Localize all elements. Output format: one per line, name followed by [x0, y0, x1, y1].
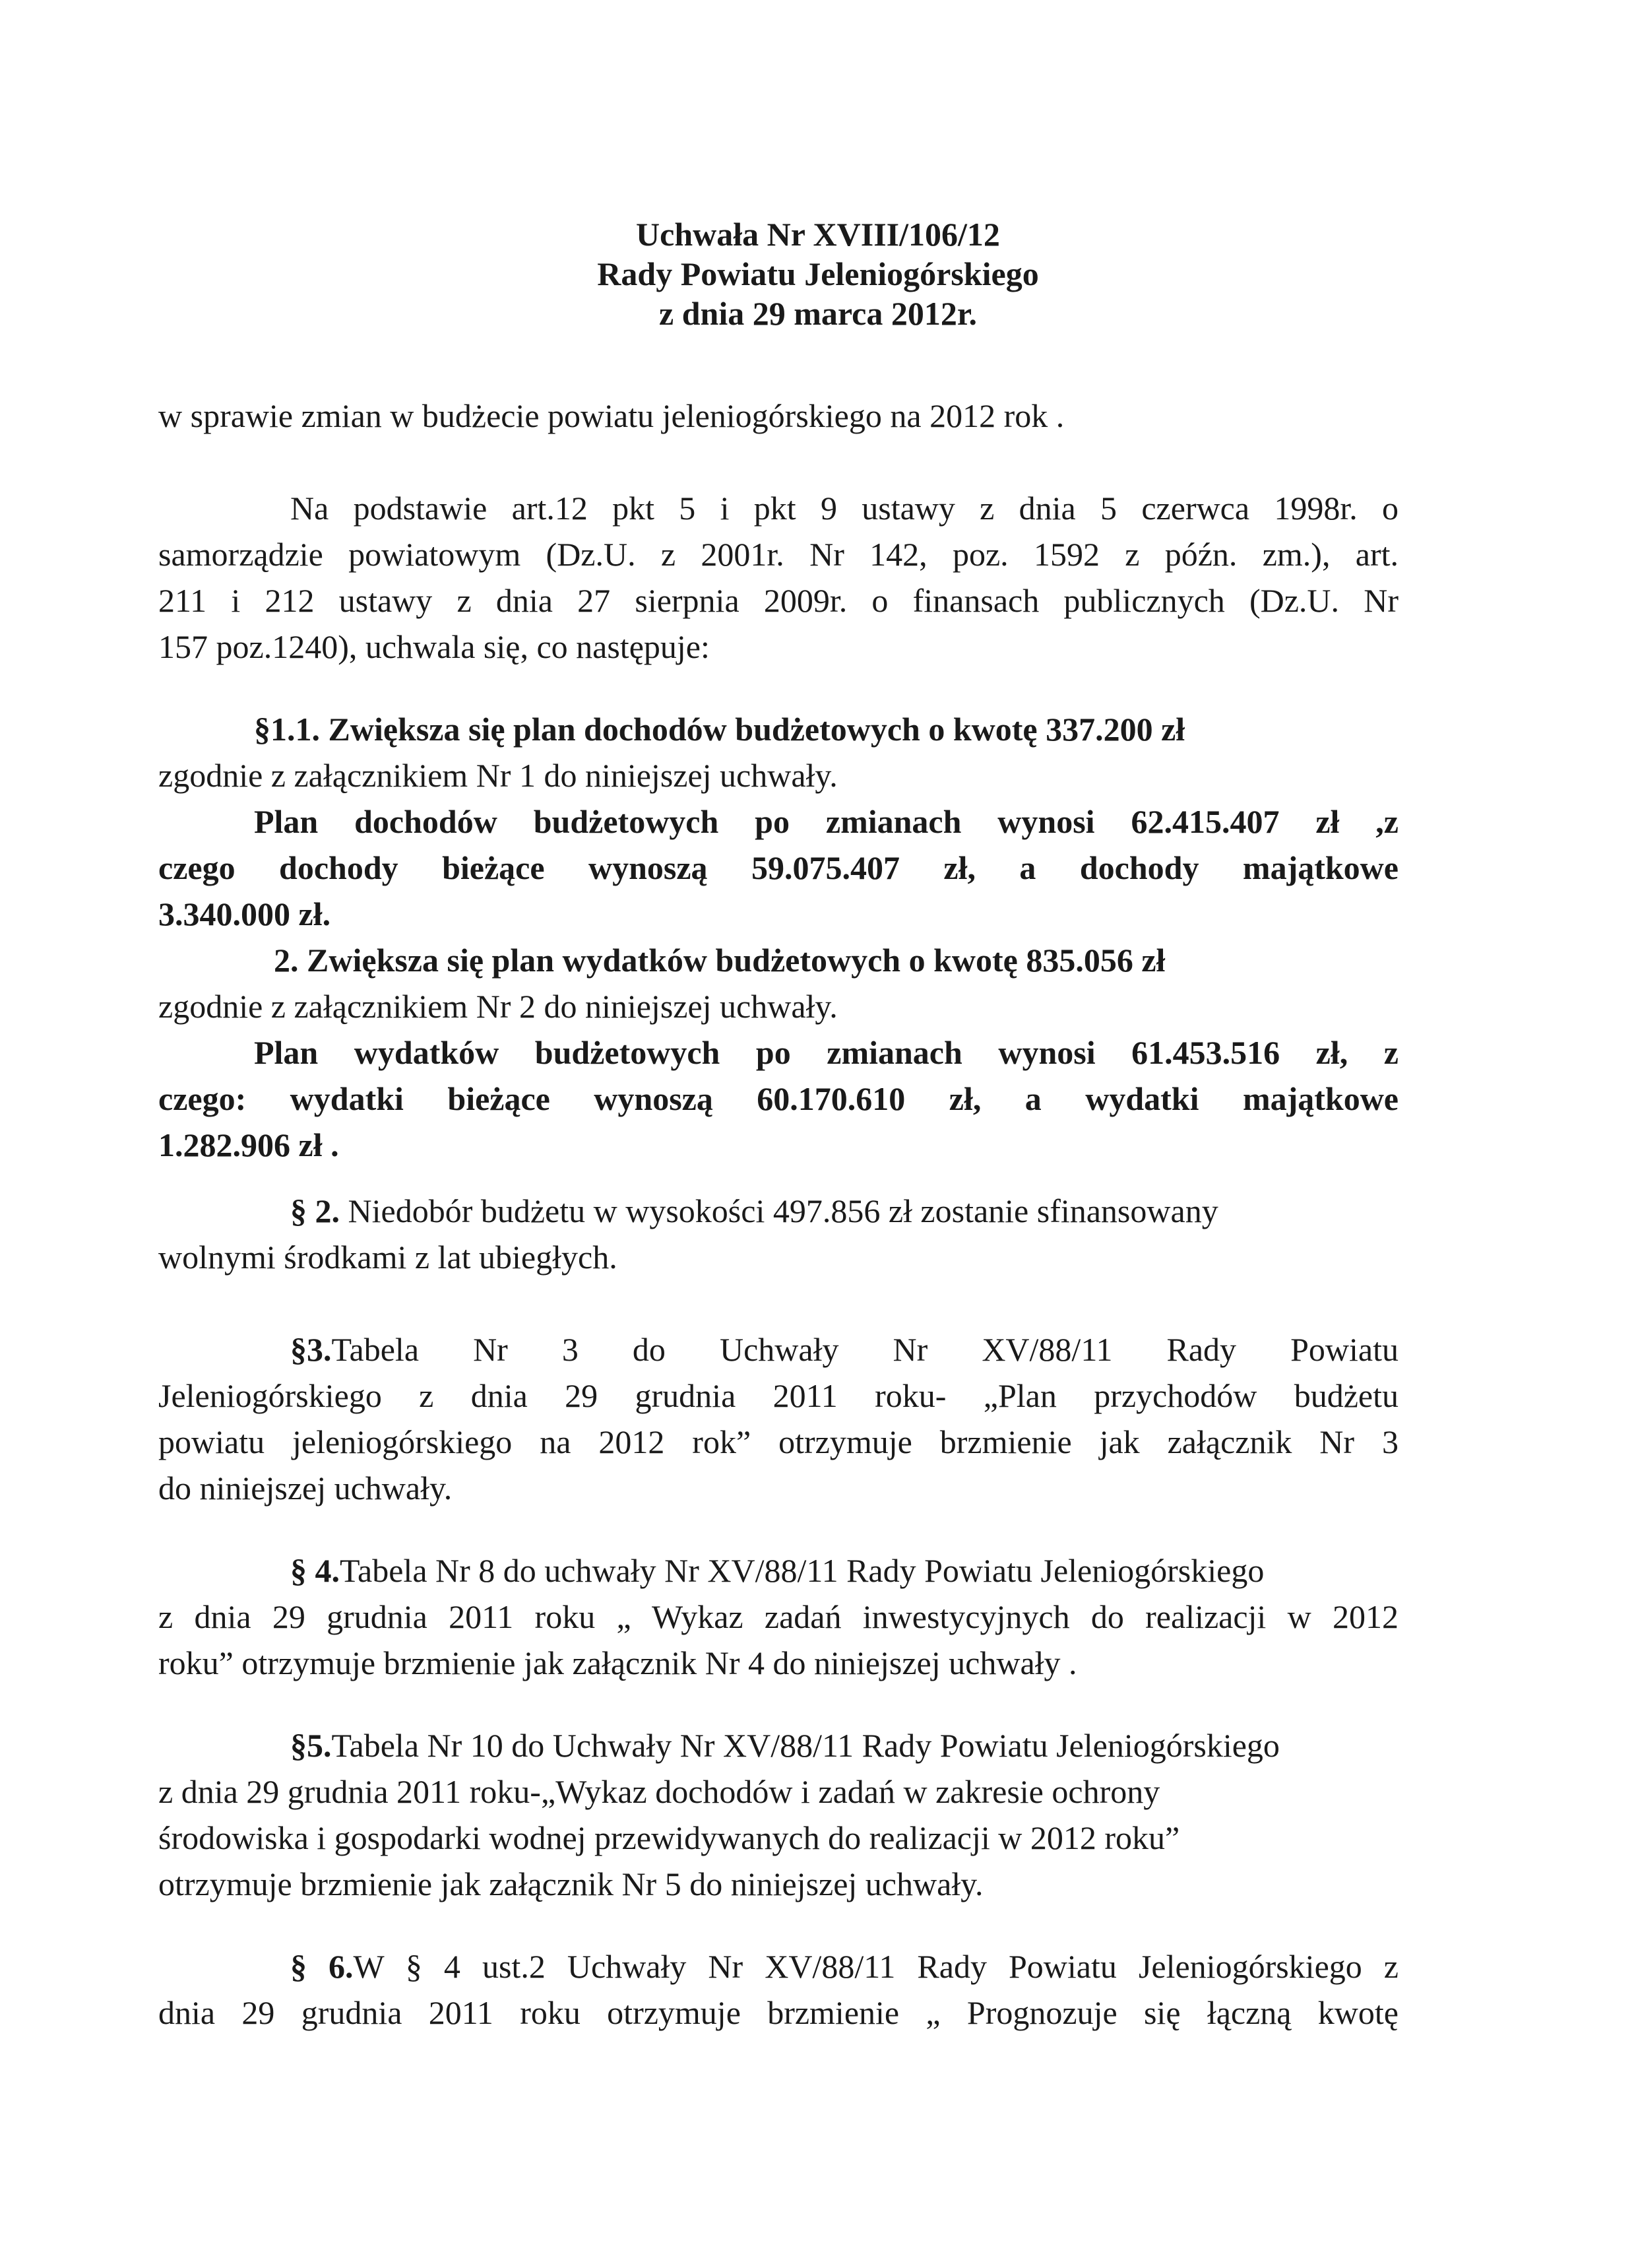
paragraph-6: [158, 1943, 1399, 2036]
council-name: Rady Powiatu Jeleniogórskiego: [597, 255, 1039, 292]
p6-number: § 6.: [290, 1948, 354, 1985]
p4-text-1: Tabela Nr 8 do uchwały Nr XV/88/11 Rady Powiatu Jeleniogórskiego: [340, 1552, 1265, 1589]
paragraph-1: [158, 706, 1399, 1168]
p4-number: § 4.: [290, 1552, 340, 1589]
p3-line-4: do niniejszej uchwały.: [158, 1470, 453, 1507]
p5-line-4: otrzymuje brzmienie jak załącznik Nr 5 do niniejszej uchwały.: [158, 1865, 984, 1902]
p5-line-1: [158, 1722, 1399, 1768]
paragraph-4: [158, 1547, 1399, 1686]
basis-line-2: samorządzie powiatowym (Dz.U. z 2001r. Nr 142, poz. 1592 z późn. zm.), art.: [158, 536, 1399, 573]
basis-line-3: 211 i 212 ustawy z dnia 27 sierpnia 2009r. o finansach publicznych (Dz.U. Nr: [158, 582, 1399, 619]
p1-line-4: zgodnie z załącznikiem Nr 2 do niniejszej uchwały.: [158, 988, 838, 1025]
p5-line-2: z dnia 29 grudnia 2011 roku-„Wykaz dochodów i zadań w zakresie ochrony: [158, 1773, 1160, 1810]
paragraph-5: [158, 1722, 1399, 1907]
resolution-header: [0, 214, 1636, 333]
p1-plan2-line-1: Plan wydatków budżetowych po zmianach wynosi 61.453.516 zł, z: [254, 1034, 1399, 1071]
subject-text: w sprawie zmian w budżecie powiatu jeleniogórskiego na 2012 rok .: [158, 397, 1065, 434]
p5-text-1: Tabela Nr 10 do Uchwały Nr XV/88/11 Rady Powiatu Jeleniogórskiego: [331, 1727, 1280, 1764]
p4-line-2: z dnia 29 grudnia 2011 roku „ Wykaz zadań inwestycyjnych do realizacji w 2012: [158, 1598, 1399, 1635]
paragraph-3: [158, 1326, 1399, 1511]
p1-2-number: 2.: [274, 942, 299, 979]
legal-basis: [158, 485, 1399, 670]
p1-number: §1.1.: [254, 711, 320, 748]
p2-number: § 2.: [290, 1192, 340, 1229]
p4-line-1: [158, 1547, 1399, 1594]
resolution-date: z dnia 29 marca 2012r.: [659, 295, 977, 332]
basis-line-1: Na podstawie art.12 pkt 5 i pkt 9 ustawy z dnia 5 czerwca 1998r. o: [290, 490, 1399, 527]
p6-line-1: [158, 1943, 1399, 1990]
basis-line-4: 157 poz.1240), uchwala się, co następuje:: [158, 628, 710, 665]
p6-line-2: dnia 29 grudnia 2011 roku otrzymuje brzmienie „ Prognozuje się łączną kwotę: [158, 1994, 1399, 2031]
p3-text-1: Tabela Nr 3 do Uchwały Nr XV/88/11 Rady Powiatu: [331, 1331, 1399, 1368]
p1-plan-line-1: Plan dochodów budżetowych po zmianach wynosi 62.415.407 zł ,z: [254, 803, 1399, 840]
p4-line-3: roku” otrzymuje brzmienie jak załącznik Nr 4 do niniejszej uchwały .: [158, 1644, 1077, 1681]
p3-line-1: [158, 1326, 1399, 1373]
p3-number: §3.: [290, 1331, 332, 1368]
p1-income-increase: Zwiększa się plan dochodów budżetowych o kwotę 337.200 zł: [328, 711, 1185, 748]
p6-text-1: W § 4 ust.2 Uchwały Nr XV/88/11 Rady Powiatu Jeleniogórskiego z: [353, 1948, 1399, 1985]
p1-plan2-line-3: 1.282.906 zł .: [158, 1126, 339, 1163]
p1-plan2-line-2: czego: wydatki bieżące wynoszą 60.170.610 zł, a wydatki majątkowe: [158, 1080, 1399, 1117]
p1-line-1: [158, 706, 1399, 752]
p1-expense-increase: Zwiększa się plan wydatków budżetowych o kwotę 835.056 zł: [307, 942, 1166, 979]
resolution-subject: [158, 393, 1399, 439]
p1-plan-line-2: czego dochody bieżące wynoszą 59.075.407 zł, a dochody majątkowe: [158, 849, 1399, 886]
paragraph-2: [158, 1188, 1399, 1280]
p2-line-2: wolnymi środkami z lat ubiegłych.: [158, 1239, 617, 1276]
p3-line-3: powiatu jeleniogórskiego na 2012 rok” otrzymuje brzmienie jak załącznik Nr 3: [158, 1423, 1399, 1460]
p5-line-3: środowiska i gospodarki wodnej przewidywanych do realizacji w 2012 roku”: [158, 1819, 1180, 1856]
p2-text-1: Niedobór budżetu w wysokości 497.856 zł zostanie sfinansowany: [348, 1192, 1218, 1229]
p2-line-1: [158, 1188, 1399, 1234]
p1-line-3: [158, 937, 1399, 983]
p5-number: §5.: [290, 1727, 332, 1764]
p1-line-2: zgodnie z załącznikiem Nr 1 do niniejszej uchwały.: [158, 757, 838, 794]
p1-plan-line-3: 3.340.000 zł.: [158, 895, 331, 932]
p3-line-2: Jeleniogórskiego z dnia 29 grudnia 2011 roku- „Plan przychodów budżetu: [158, 1377, 1399, 1414]
resolution-number: Uchwała Nr XVIII/106/12: [636, 216, 1000, 253]
